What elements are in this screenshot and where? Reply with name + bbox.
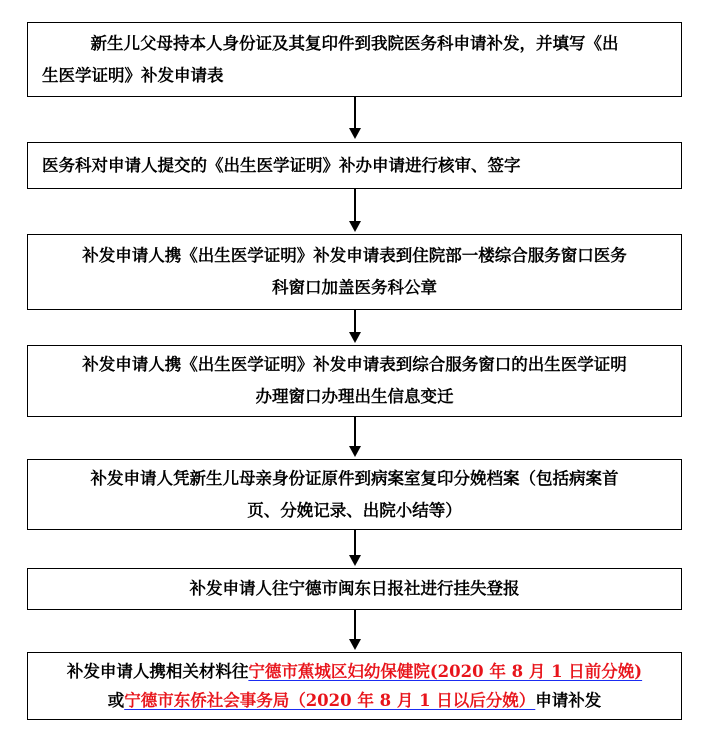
step-4-line-1: 补发申请人携《出生医学证明》补发申请表到综合服务窗口的出生医学证明 [82, 355, 627, 374]
flow-step-1 [27, 22, 682, 97]
flow-arrow-3 [354, 310, 356, 341]
flow-step-3 [27, 234, 682, 310]
flow-step-7 [27, 652, 682, 720]
step-7-line-2-suffix: 申请补发 [535, 691, 602, 710]
step-4-line-2: 办理窗口办理出生信息变迁 [255, 387, 454, 406]
flow-step-6 [27, 568, 682, 610]
jiaocheng-hospital-link[interactable]: 宁德市蕉城区妇幼保健院(2020 年 8 月 1 日前分娩) [248, 662, 643, 681]
step-7-line-1 [42, 657, 667, 686]
step-3-line-2: 科窗口加盖医务科公章 [272, 278, 437, 297]
flow-arrow-2 [354, 189, 356, 230]
step-3-line-1: 补发申请人携《出生医学证明》补发申请表到住院部一楼综合服务窗口医务 [82, 246, 627, 265]
step-7-line-2-prefix: 或 [107, 691, 125, 710]
step-5-line-2: 页、分娩记录、出院小结等） [247, 500, 462, 520]
flow-arrow-1 [354, 97, 356, 137]
flow-arrow-5 [354, 530, 356, 564]
step-6-line-1: 补发申请人往宁德市闽东日报社进行挂失登报 [189, 579, 520, 598]
step-2-line-1: 医务科对申请人提交的《出生医学证明》补办申请进行核审、签字 [42, 155, 521, 175]
step-5-line-1: 补发申请人凭新生儿母亲身份证原件到病案室复印分娩档案（包括病案首 [90, 468, 619, 488]
step-1-line-1: 新生儿父母持本人身份证及其复印件到我院医务科申请补发，并填写《出 [90, 33, 619, 53]
step-7-line-1-prefix: 补发申请人携相关材料往 [66, 662, 249, 681]
flow-step-4 [27, 345, 682, 417]
step-7-line-2 [42, 686, 667, 715]
dongqiao-bureau-link[interactable]: 宁德市东侨社会事务局（2020 年 8 月 1 日以后分娩） [124, 691, 536, 710]
flow-step-2 [27, 142, 682, 189]
flow-arrow-4 [354, 417, 356, 455]
flow-arrow-6 [354, 610, 356, 648]
step-1-line-2: 生医学证明》补发申请表 [42, 65, 224, 85]
flow-step-5 [27, 459, 682, 530]
